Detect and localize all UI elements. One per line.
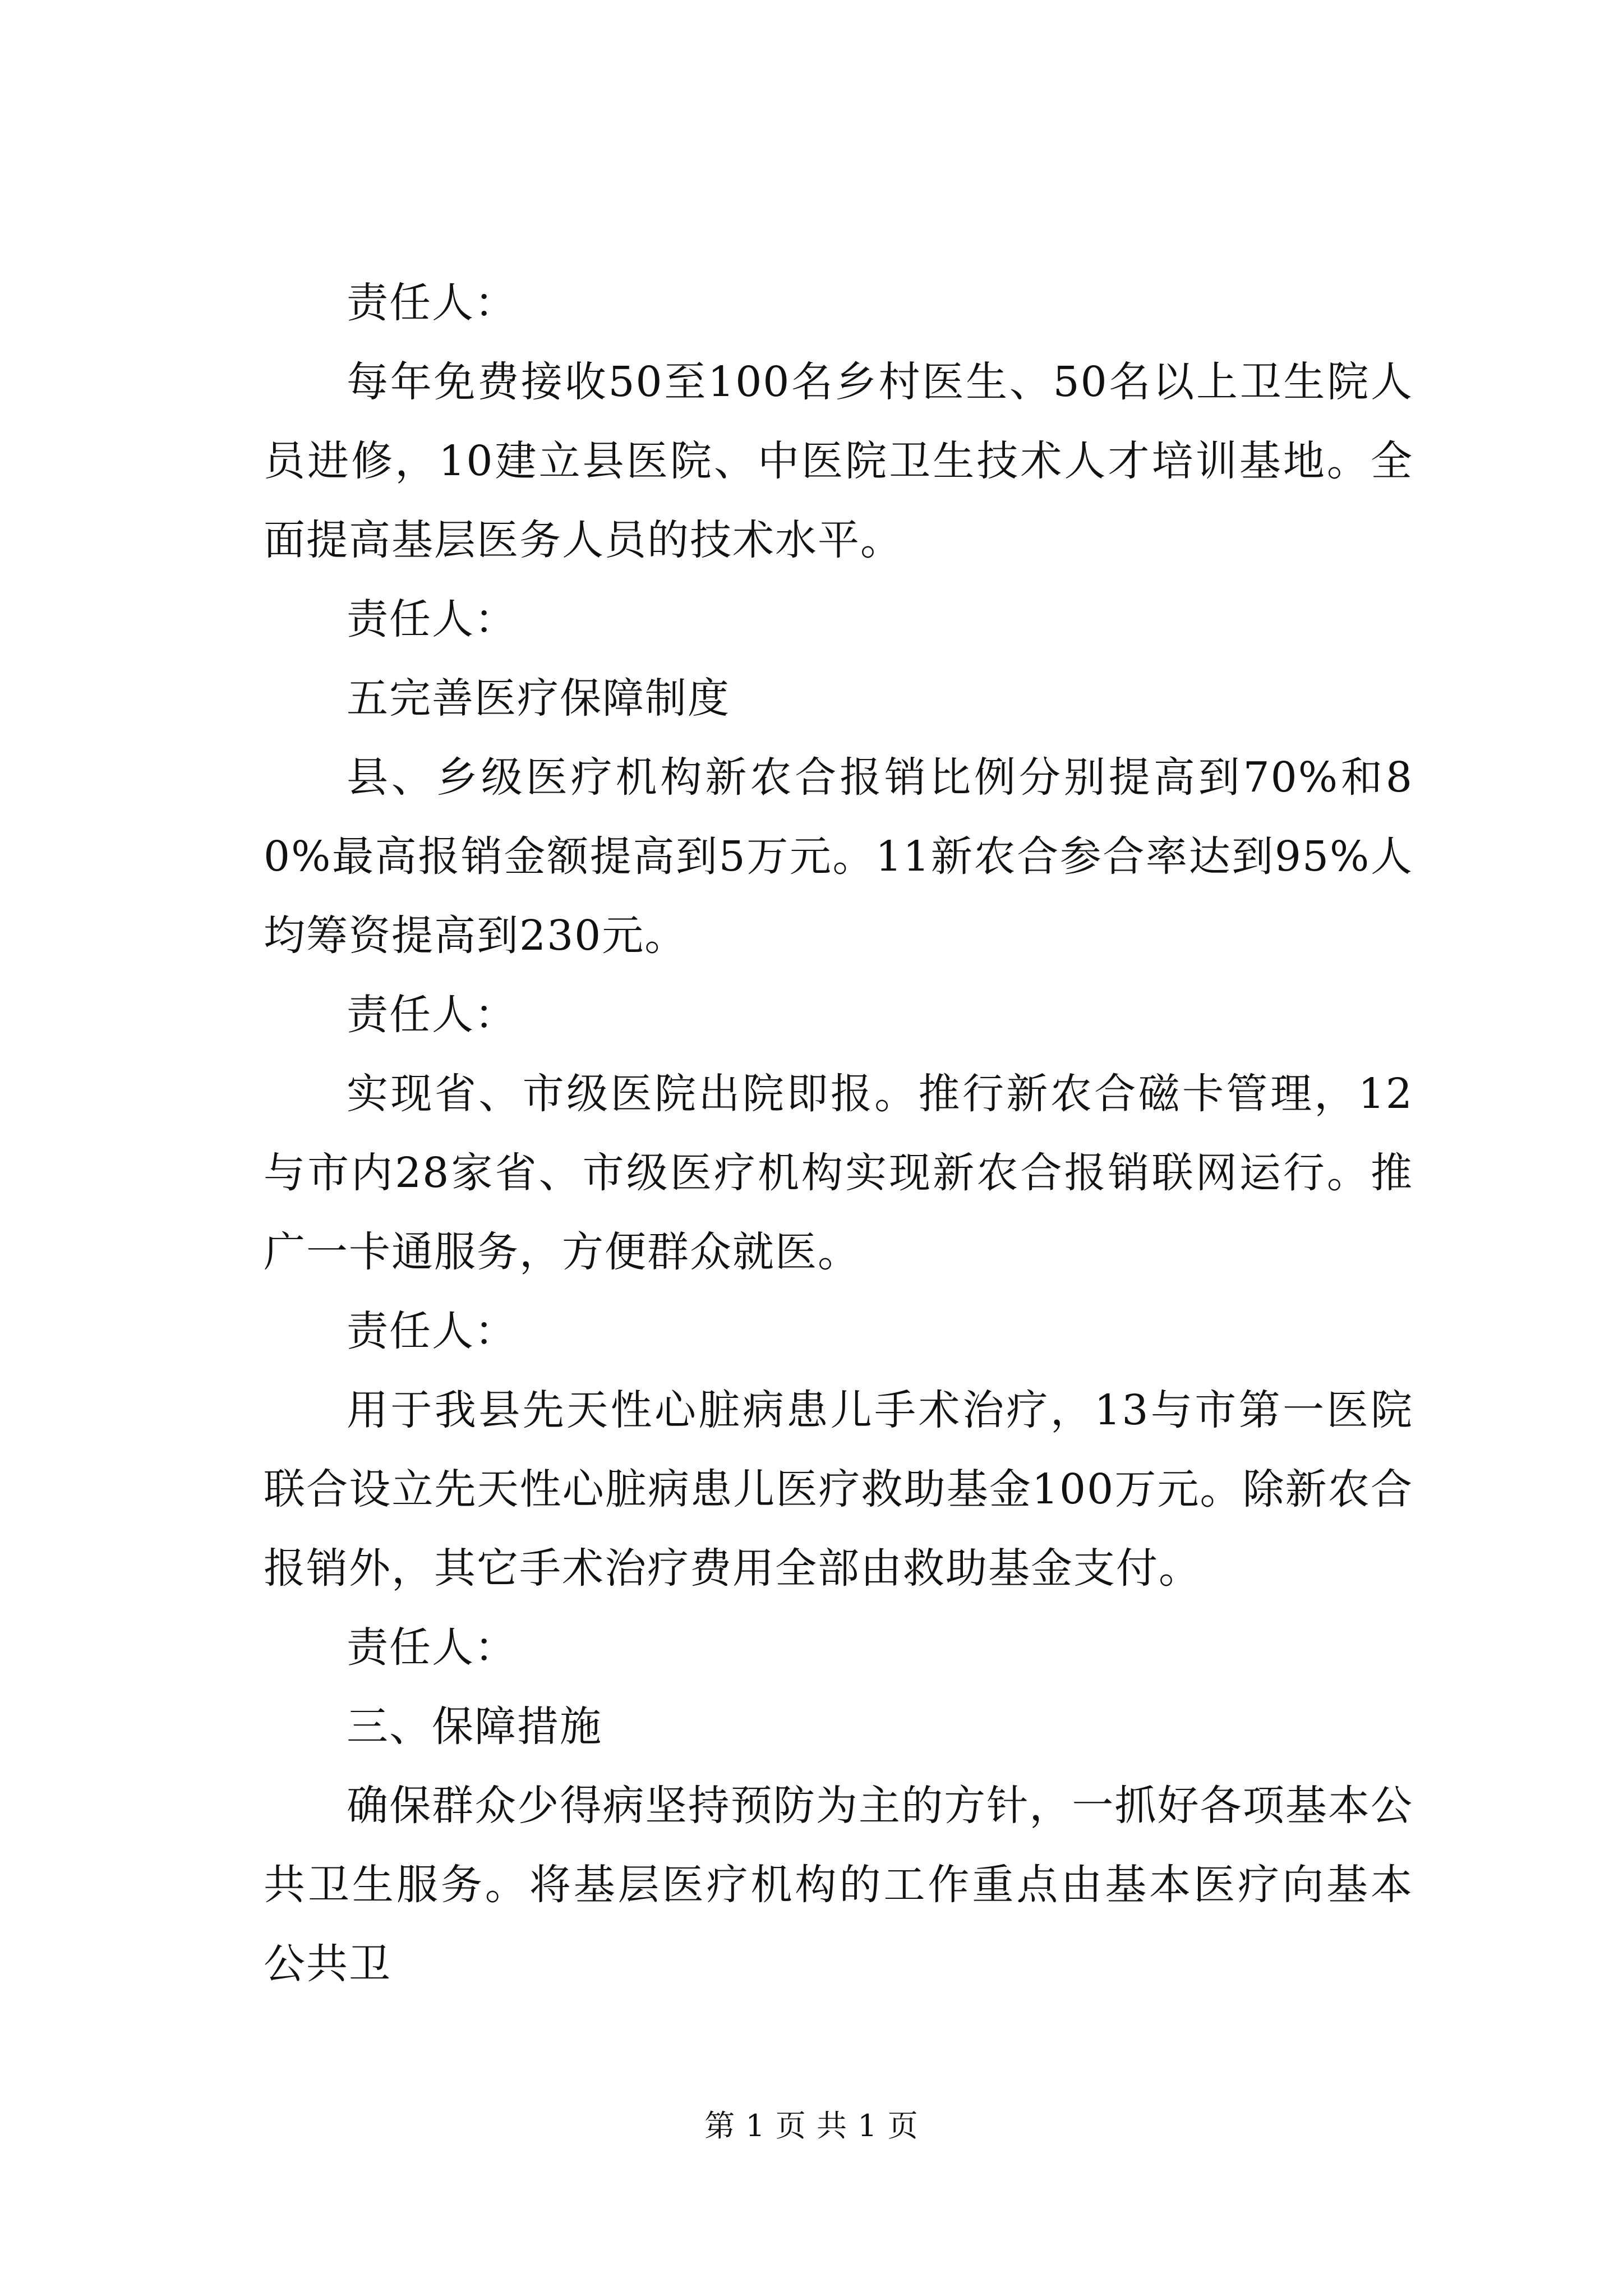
paragraph-prevention: 确保群众少得病坚持预防为主的方针，一抓好各项基本公共卫生服务。将基层医疗机构的工作重点由基本医疗向基本公共卫 [264, 1782, 1413, 1988]
section-heading-safeguards: 三、保障措施 [347, 1703, 602, 1751]
paragraph-reimbursement: 县、乡级医疗机构新农合报销比例分别提高到70%和80%最高报销金额提高到5万元。11新农合参合率达到95%人均筹资提高到230元。 [264, 753, 1413, 960]
page-footer: 第 1 页 共 1 页 [704, 2108, 919, 2143]
paragraph-heart-disease-fund: 用于我县先天性心脏病患儿手术治疗，13与市第一医院联合设立先天性心脏病患儿医疗救助基金100万元。除新农合报销外，其它手术治疗费用全部由救助基金支付。 [264, 1386, 1413, 1593]
document-body [264, 264, 1413, 2004]
paragraph-training: 每年免费接收50至100名乡村医生、50名以上卫生院人员进修，10建立县医院、中医院卫生技术人才培训基地。全面提高基层医务人员的技术水平。 [264, 358, 1413, 564]
paragraph-responsible-3: 责任人： [347, 991, 517, 1039]
paragraph-responsible-5: 责任人： [347, 1623, 517, 1672]
paragraph-responsible-2: 责任人： [347, 595, 517, 643]
paragraph-responsible-4: 责任人： [347, 1307, 517, 1355]
paragraph-card-management: 实现省、市级医院出院即报。推行新农合磁卡管理，12与市内28家省、市级医疗机构实现新农合报销联网运行。推广一卡通服务，方便群众就医。 [264, 1070, 1413, 1276]
paragraph-responsible-1: 责任人： [347, 279, 517, 327]
section-heading-medical-insurance: 五完善医疗保障制度 [347, 674, 730, 723]
